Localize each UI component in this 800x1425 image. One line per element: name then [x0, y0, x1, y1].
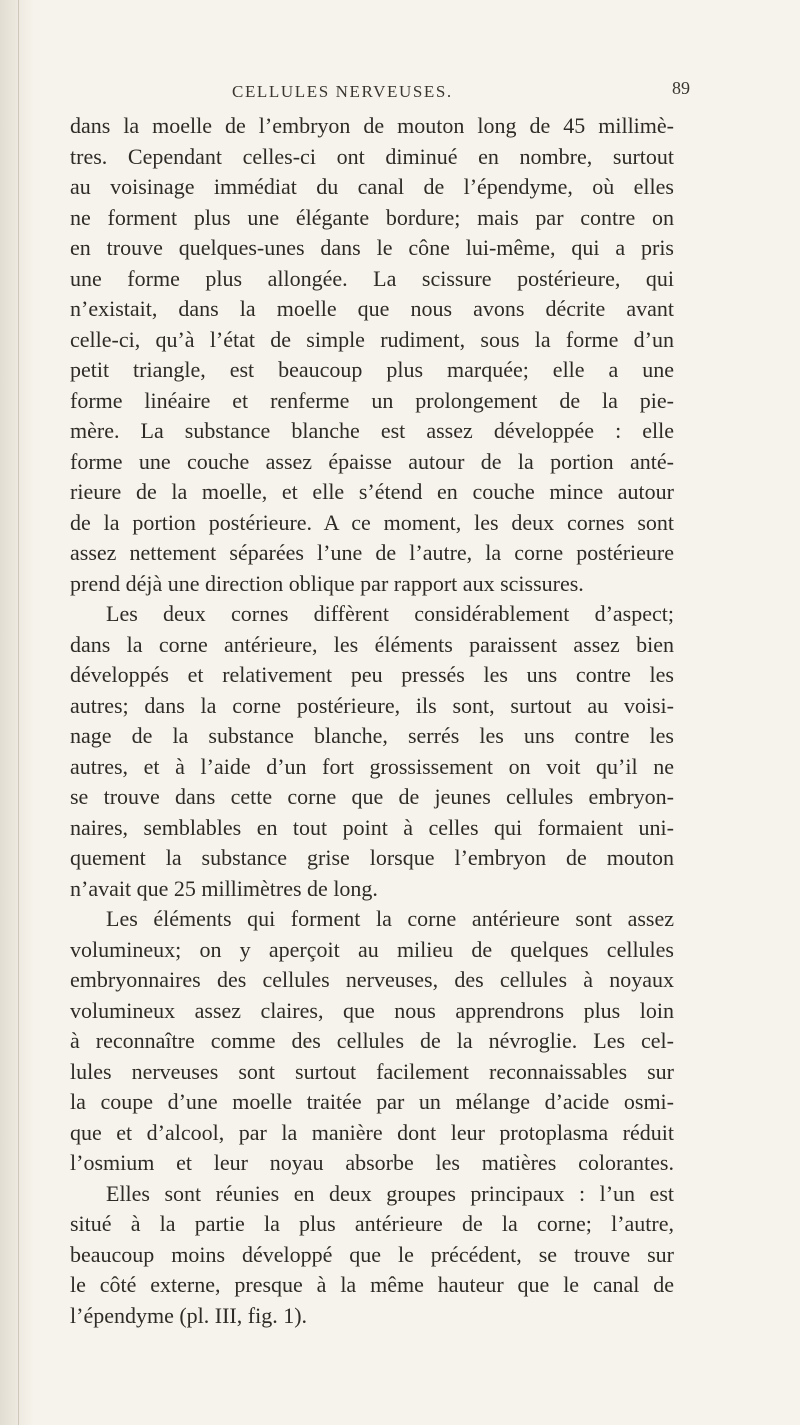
page-number: 89 [672, 78, 690, 98]
text-line: l’épendyme (pl. III, fig. 1). [70, 1302, 308, 1328]
text-line: forme linéaire et renferme un prolongement de la pie- [70, 387, 674, 413]
text-line: nage de la substance blanche, serrés les uns contre les [70, 723, 674, 748]
text-line: prend déjà une direction oblique par rapport aux scissures. [70, 570, 584, 596]
text-line: lules nerveuses sont surtout facilement reconnaissables sur [70, 1058, 674, 1084]
text-line: volumineux assez claires, que nous apprendrons plus loin [70, 997, 674, 1023]
running-title: CELLULES NERVEUSES. [232, 82, 453, 101]
text-line: une forme plus allongée. La scissure postérieure, qui [70, 265, 674, 291]
text-line: petit triangle, est beaucoup plus marquée; elle a une [70, 357, 674, 382]
text-line: à reconnaître comme des cellules de la névroglie. Les cel- [70, 1028, 674, 1053]
text-line: tres. Cependant celles-ci ont diminué en nombre, surtout [70, 143, 674, 169]
text-line: autres, et à l’aide d’un fort grossissement on voit qu’il ne [70, 753, 674, 779]
paragraph-start-line: Elles sont réunies en deux groupes principaux : l’un est [106, 1180, 674, 1206]
text-line: n’avait que 25 millimètres de long. [70, 875, 378, 901]
text-line: forme une couche assez épaisse autour de la portion anté- [70, 448, 674, 474]
text-line: ne forment plus une élégante bordure; mais par contre on [70, 204, 674, 230]
text-line: la coupe d’une moelle traitée par un mélange d’acide osmi- [70, 1089, 674, 1114]
text-line: en trouve quelques-unes dans le cône lui-même, qui a pris [70, 235, 674, 260]
paragraph-start-line: Les éléments qui forment la corne antérieure sont assez [106, 906, 674, 931]
text-line: l’osmium et leur noyau absorbe les matières colorantes. [70, 1150, 674, 1175]
page-edge-line [18, 0, 19, 1425]
text-line: que et d’alcool, par la manière dont leur protoplasma réduit [70, 1119, 674, 1145]
text-line: beaucoup moins développé que le précédent, se trouve sur [70, 1241, 674, 1267]
text-line: situé à la partie la plus antérieure de la corne; l’autre, [70, 1211, 674, 1236]
page-header [0, 78, 800, 110]
text-line: le côté externe, presque à la même hauteur que le canal de [70, 1272, 674, 1297]
paragraph-start-line: Les deux cornes diffèrent considérablement d’aspect; [106, 601, 674, 626]
text-line: se trouve dans cette corne que de jeunes cellules embryon- [70, 784, 674, 809]
text-line: celle-ci, qu’à l’état de simple rudiment, sous la forme d’un [70, 326, 674, 352]
text-line: de la portion postérieure. A ce moment, les deux cornes sont [70, 509, 674, 535]
text-line: quement la substance grise lorsque l’embryon de mouton [70, 845, 674, 870]
text-line: embryonnaires des cellules nerveuses, des cellules à noyaux [70, 967, 674, 992]
text-line: n’existait, dans la moelle que nous avons décrite avant [70, 296, 674, 321]
text-line: autres; dans la corne postérieure, ils sont, surtout au voisi- [70, 692, 674, 718]
text-line: rieure de la moelle, et elle s’étend en couche mince autour [70, 479, 674, 504]
text-line: au voisinage immédiat du canal de l’épendyme, où elles [70, 174, 674, 199]
text-line: volumineux; on y aperçoit au milieu de quelques cellules [70, 936, 674, 962]
page-edge-shadow [0, 0, 34, 1425]
text-line: développés et relativement peu pressés les uns contre les [70, 662, 674, 687]
text-line: dans la moelle de l’embryon de mouton long de 45 millimè- [70, 113, 674, 138]
text-line: mère. La substance blanche est assez développée : elle [70, 418, 674, 443]
body-text [70, 111, 674, 1331]
text-line: assez nettement séparées l’une de l’autre, la corne postérieure [70, 540, 674, 565]
text-line: dans la corne antérieure, les éléments paraissent assez bien [70, 631, 674, 657]
text-line: naires, semblables en tout point à celles qui formaient uni- [70, 814, 674, 840]
